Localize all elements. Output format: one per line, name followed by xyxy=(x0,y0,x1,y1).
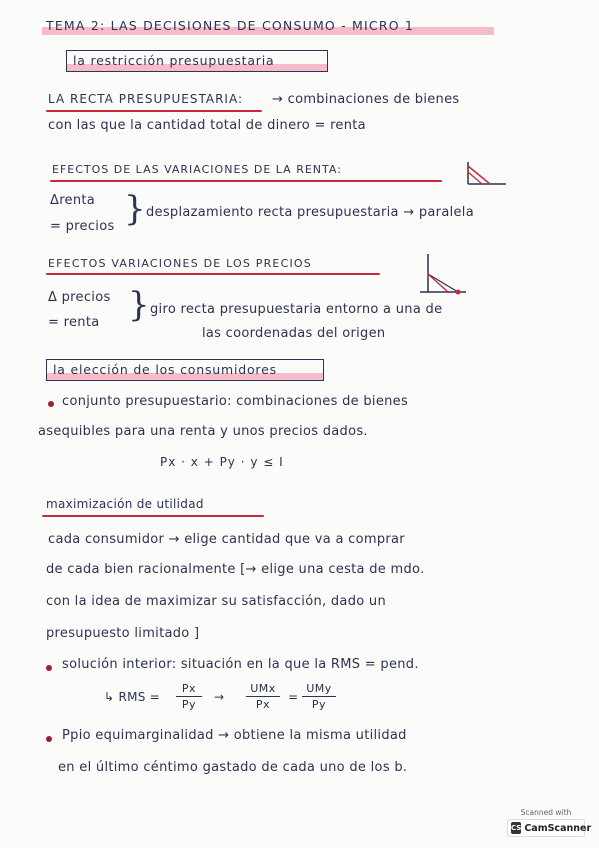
renta-shift-diagram xyxy=(462,160,508,188)
frac-arrow: → xyxy=(214,690,225,704)
frac-equals: = xyxy=(288,690,299,704)
recta-label: LA RECTA PRESUPUESTARIA: xyxy=(48,92,244,106)
bullet-conjunto xyxy=(48,401,54,407)
camscanner-name: CamScanner xyxy=(524,822,592,834)
renta-brace: } xyxy=(124,189,146,229)
max-line-1: cada consumidor → elige cantidad que va a comprar xyxy=(48,532,405,547)
conjunto-2: asequibles para una renta y unos precios dados. xyxy=(38,424,368,439)
fraction-umx-px xyxy=(246,682,280,711)
max-line-3: con la idea de maximizar su satisfacción, dado un xyxy=(46,594,387,609)
efectos-renta-underline xyxy=(50,180,442,182)
conjunto-1: conjunto presupuestario: combinaciones de bienes xyxy=(62,394,409,409)
budget-formula: Px · x + Py · y ≤ I xyxy=(160,455,284,469)
frac3-denominator: Py xyxy=(311,698,327,712)
camscanner-icon: CS xyxy=(511,824,522,832)
recta-text-1: → combinaciones de bienes xyxy=(272,92,460,107)
renta-cond-2: = precios xyxy=(50,219,115,234)
recta-underline xyxy=(46,110,262,112)
max-line-4: presupuesto limitado ] xyxy=(46,626,200,641)
frac1-bar xyxy=(176,696,202,697)
section2-heading: la elección de los consumidores xyxy=(53,362,277,377)
solucion-text: solución interior: situación en la que la RMS = pend. xyxy=(62,657,419,672)
frac1-denominator: Py xyxy=(181,698,197,712)
frac2-numerator: UMx xyxy=(250,682,276,695)
bullet-ppio xyxy=(46,736,52,742)
renta-cond-1: Δrenta xyxy=(50,193,96,208)
page-title: TEMA 2: LAS DECISIONES DE CONSUMO - MICRO 1 xyxy=(46,18,415,33)
max-underline xyxy=(42,515,264,517)
precios-cond-1: Δ precios xyxy=(48,290,111,305)
section-heading: la restricción presupuestaria xyxy=(73,53,275,68)
section-heading-box xyxy=(66,50,328,72)
precios-result-2: las coordenadas del origen xyxy=(202,326,386,341)
efectos-precios-underline xyxy=(46,273,380,275)
efectos-precios-label: EFECTOS VARIACIONES DE LOS PRECIOS xyxy=(48,257,312,270)
price-rotation-diagram xyxy=(416,252,468,300)
ppio-line-2: en el último céntimo gastado de cada uno de los b. xyxy=(58,760,408,775)
efectos-renta-label: EFECTOS DE LAS VARIACIONES DE LA RENTA: xyxy=(52,163,342,176)
precios-result-1: giro recta presupuestaria entorno a una de xyxy=(150,302,443,317)
frac2-denominator: Px xyxy=(255,698,271,712)
frac2-bar xyxy=(246,696,280,697)
frac3-bar xyxy=(302,696,336,697)
max-line-2: de cada bien racionalmente [→ elige una cesta de mdo. xyxy=(46,562,425,577)
rms-prefix: ↳ RMS = xyxy=(104,690,161,704)
bullet-solucion xyxy=(46,665,52,671)
precios-cond-2: = renta xyxy=(48,315,100,330)
frac1-numerator: Px xyxy=(181,682,197,695)
renta-result: desplazamiento recta presupuestaria → paralela xyxy=(146,205,474,220)
camscanner-stamp xyxy=(507,808,592,837)
fraction-px-py xyxy=(176,682,202,711)
fraction-umy-py xyxy=(302,682,336,711)
precios-brace: } xyxy=(128,285,150,325)
section2-heading-box xyxy=(46,359,324,381)
frac3-numerator: UMy xyxy=(306,682,332,695)
scanned-with-text: Scanned with xyxy=(520,808,572,817)
ppio-line-1: Ppio equimarginalidad → obtiene la misma utilidad xyxy=(62,728,407,743)
camscanner-logo xyxy=(507,819,592,837)
max-label: maximización de utilidad xyxy=(46,497,204,511)
recta-text-2: con las que la cantidad total de dinero = renta xyxy=(48,118,366,133)
